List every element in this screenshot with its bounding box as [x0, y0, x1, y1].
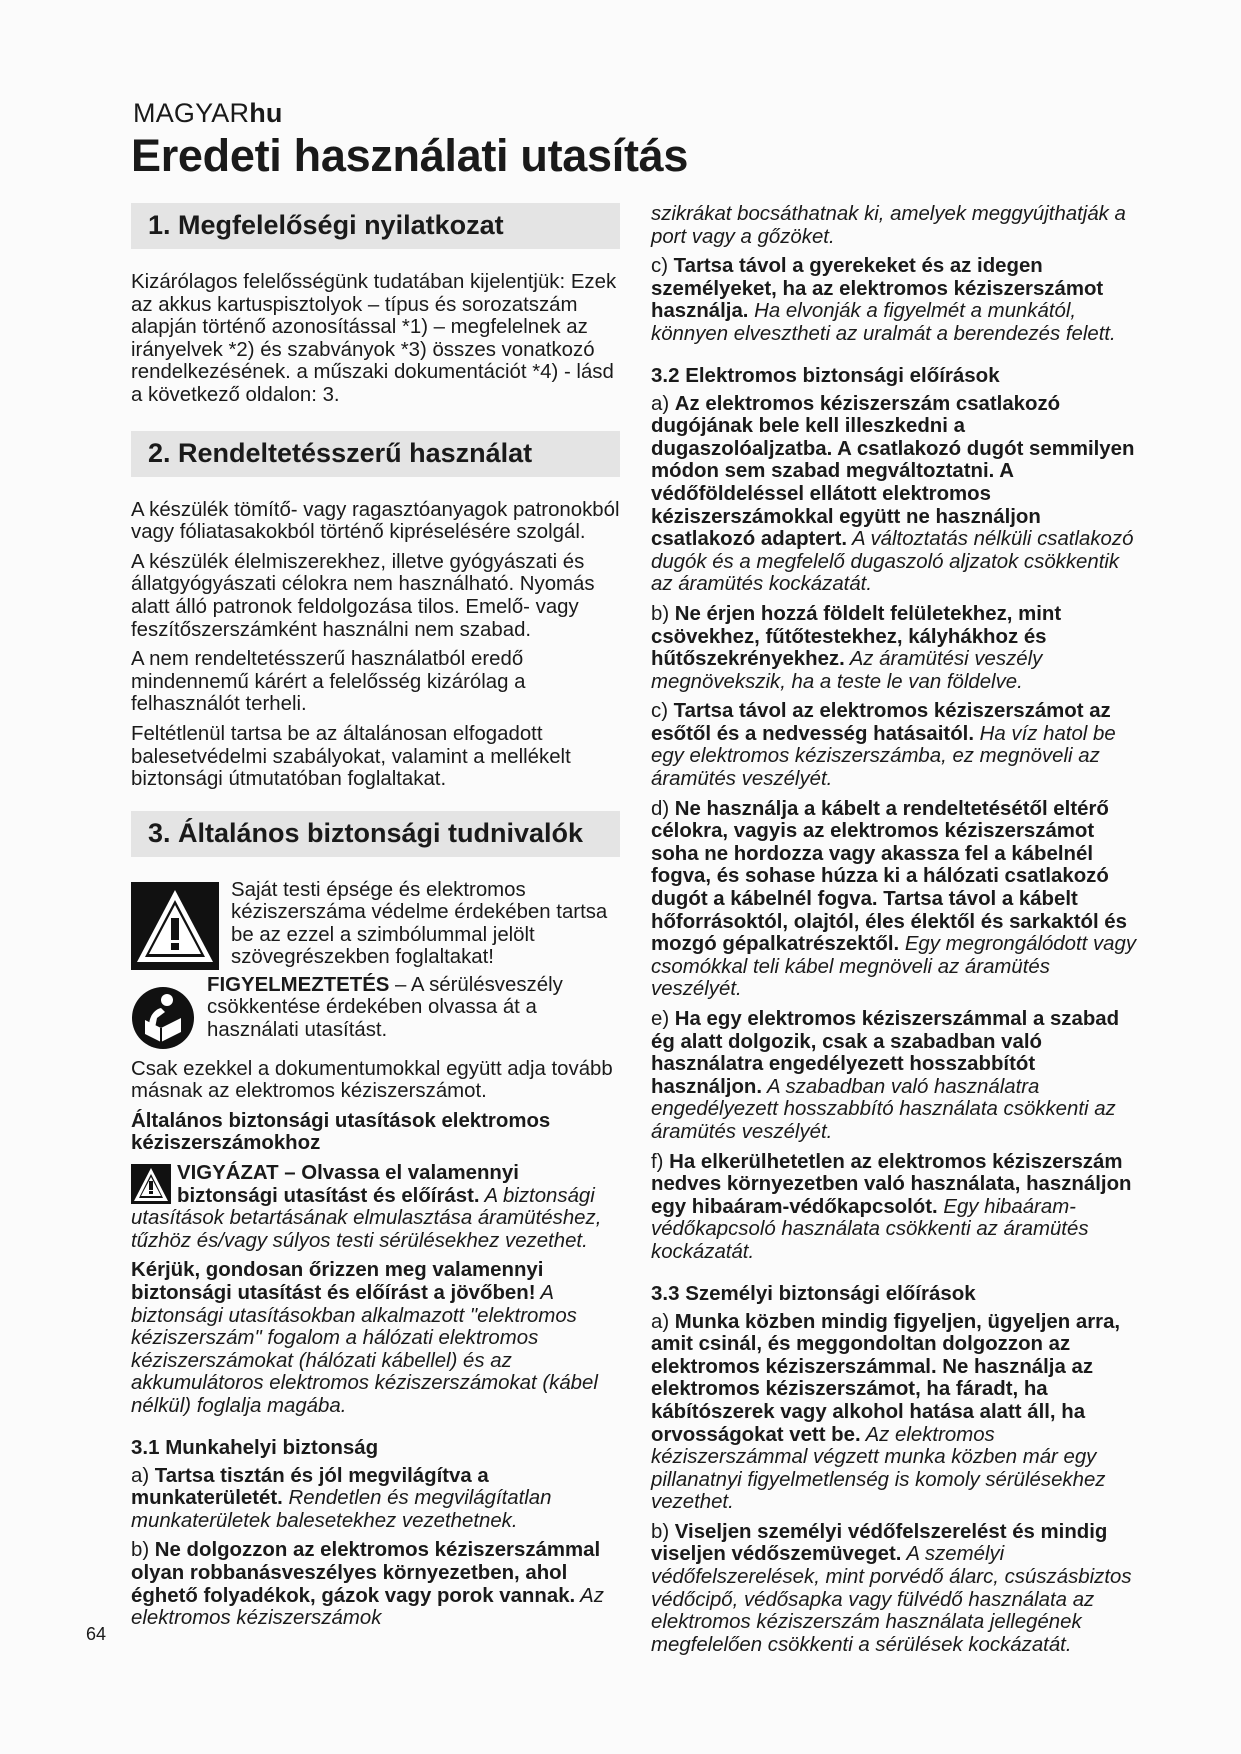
documents-text: Csak ezekkel a dokumentumokkal együtt adja tovább másnak az elektromos kéziszerszámot. [131, 1057, 613, 1103]
section-3-2-item-e: e) Ha egy elektromos kéziszerszámmal a szabad ég alatt dolgozik, csak a szabadban való használatra engedélyezett hosszabbítót használjon. A szabadban való használatra engedélyezett hosszabbító használata csökkenti az áramütés veszélyét. [651, 1008, 1120, 1143]
section-3-1-item-c: c) Tartsa távol a gyerekeket és az idegen személyeket, ha az elektromos kéziszerszámot használja. Ha elvonják a figyelmét a munkától, könnyen elvesztheti az uralmát a berendezés felett. [651, 255, 1116, 345]
section-3-1-item-b: b) Ne dolgozzon az elektromos kéziszerszámmal olyan robbanásveszélyes környezetben, ahol éghető folyadékok, gázok vagy porok vannak. Az elektromos kéziszerszámok [131, 1539, 604, 1630]
read-manual-rest: – A sérülésveszély csökkentése érdekében olvassa át a használati utasítást. [207, 973, 563, 1041]
section-3-2-item-b: b) Ne érjen hozzá földelt felületekhez, mint csövekhez, fűtőtestekhez, kályhákhoz és hűtőszekrényekhez. Az áramütési veszély megnövekszik, ha a teste le van földelve. [651, 602, 1062, 693]
section-3-1-item-b-continued: szikrákat bocsáthatnak ki, amelyek meggyújthatják a port vagy a gőzöket. [651, 203, 1126, 248]
keep-instructions-italic: A biztonsági utasításokban alkalmazott "elektromos kéziszerszám" fogalom a hálózati elektromos kéziszerszámokat (hálózati kábellel) és az akkumulátoros elektromos kéziszerszámokat (kábel nélkül) foglalja magába. [131, 1282, 598, 1417]
warning-notice [131, 879, 620, 970]
keep-instructions-bold: Kérjük, gondosan őrizzen meg valamennyi biztonsági utasítást és előírást a jövőben! [131, 1259, 544, 1305]
left-column [131, 200, 620, 1637]
caution-italic: A biztonsági utasítások betartásának elmulasztása áramütéshez, tűzhöz és/vagy súlyos testi sérülésekhez vezethet. [131, 1184, 602, 1252]
section-1-header: 1. Megfelelőségi nyilatkozat [131, 203, 620, 249]
warning-triangle-icon [131, 882, 219, 970]
read-manual-text [207, 974, 620, 1052]
page-title: Eredeti használati utasítás [131, 130, 689, 181]
section-3-2-item-a: a) Az elektromos kéziszerszám csatlakozó dugójának bele kell illeszkedni a dugaszolóaljzatba. A csatlakozó dugót semmilyen módon sem szabad megváltoztatni. A védőföldeléssel ellátott elektromos kéziszerszámokkal együtt ne használjon csatlakozó adaptert. A változtatás nélküli csatlakozó dugók és a megfelelő dugaszoló aljzatok csökkentik az áramütés kockázatát. [651, 392, 1135, 596]
language-header [133, 98, 283, 129]
section-3-header: 3. Általános biztonsági tudnivalók [131, 811, 620, 857]
section-2-paragraph: Feltétlenül tartsa be az általánosan elfogadott balesetvédelmi szabályokat, valamint a mellékelt biztonsági útmutatóban foglaltakat. [131, 722, 571, 791]
section-3-2-item-f: f) Ha elkerülhetetlen az elektromos kéziszerszám nedves környezetben való használata, használjon egy hibaáram-védőkapcsolót. Egy hibaáram-védőkapcsoló használata csökkenti az áramütés kockázatát. [651, 1150, 1132, 1263]
caution-bold: VIGYÁZAT – Olvassa el valamennyi biztonsági utasítást és előírást. [177, 1162, 519, 1207]
section-2-paragraph: A készülék élelmiszerekhez, illetve gyógyászati és állatgyógyászati célokra nem használható. Nyomás alatt álló patronok feldolgozása tilos. Emelő- vagy feszítőszerszámként használni nem szabad. [131, 550, 595, 641]
section-3-1-item-b-italic-start: Az elektromos kéziszerszámok [131, 1584, 604, 1630]
right-column [651, 203, 1143, 1663]
general-safety-heading [131, 1110, 620, 1155]
page-number: 64 [86, 1624, 107, 1644]
section-3-1-heading: 3.1 Munkahelyi biztonság [131, 1435, 379, 1459]
section-2-paragraph: A nem rendeltetésszerű használatból eredő mindennemű kárért a felelősség kizárólag a felhasználót terheli. [131, 648, 526, 716]
warning-text: Saját testi épsége és elektromos kéziszerszáma védelme érdekében tartsa be az ezzel a szimbólummal jelölt szövegrészekben foglaltakat! [231, 878, 608, 969]
general-safety-heading-text: Általános biztonsági utasítások elektromos kéziszerszámokhoz [131, 1109, 551, 1155]
section-3-3-item-b: b) Viseljen személyi védőfelszerelést és mindig viseljen védőszemüveget. A személyi védőfelszerelések, mint porvédő álarc, csúszásbiztos védőcipő, védősapka vagy fülvédő használata az elektromos kéziszerszám használata jellegének megfelelően csökkenti a sérülések kockázatát. [651, 1520, 1132, 1656]
language-name: MAGYAR [133, 98, 250, 128]
section-3-2-heading: 3.2 Elektromos biztonsági előírások [651, 363, 1000, 387]
section-3-2-item-c: c) Tartsa távol az elektromos kéziszerszámot az esőtől és a nedvesség hatásaitól. Ha víz hatol be egy elektromos kéziszerszámba, ez megnöveli az áramütés veszélyét. [651, 700, 1116, 791]
section-2-paragraph: A készülék tömítő- vagy ragasztóanyagok patronokból vagy fóliatasakokból történő kipréselésére szolgál. [131, 498, 620, 544]
section-2-header: 2. Rendeltetésszerű használat [131, 431, 620, 477]
section-3-3-item-a: a) Munka közben mindig figyeljen, ügyeljen arra, amit csinál, és meggondoltan dolgozzon az elektromos kéziszerszámmal. Ne használja az elektromos kéziszerszámot, ha fáradt, ha kábítószerek vagy alkohol hatása alatt áll, ha orvosságokat vett be. Az elektromos kéziszerszámmal végzett munka közben már egy pillanatnyi figyelmetlenség is komoly sérülésekhez vezethet. [651, 1310, 1121, 1514]
section-3-1-item-a: a) Tartsa tisztán és jól megvilágítva a munkaterületét. Rendetlen és megvilágítatlan munkaterületek balesetekhez vezethetnek. [131, 1464, 552, 1532]
read-manual-icon [131, 986, 195, 1052]
language-code: hu [249, 98, 283, 128]
read-manual-notice [131, 974, 620, 1052]
caution-triangle-icon [131, 1164, 171, 1204]
keep-instructions-paragraph [131, 1259, 620, 1417]
section-1-text: Kizárólagos felelősségünk tudatában kijelentjük: Ezek az akkus kartuspisztolyok – típus és sorozatszám alapján történő azonosítással *1) – megfelelnek az irányelvek *2) és szabványok *3) összes vonatkozó rendelkezésének. a műszaki dokumentációt *4) - lásd a következő oldalon: 3. [131, 271, 617, 406]
section-3-3-heading: 3.3 Személyi biztonsági előírások [651, 1281, 976, 1305]
read-manual-bold: FIGYELMEZTETÉS [207, 973, 390, 996]
section-3-2-item-d: d) Ne használja a kábelt a rendeltetésétől eltérő célokra, vagyis az elektromos kéziszerszámot soha ne hordozza vagy akassza fel a kábelnél fogva, és sohase húzza ki a hálózati csatlakozó dugót a kábelnél fogva. Tartsa távol a kábelt hőforrásoktól, olajtól, éles élektől és sarkaktól és mozgó gépalkatrészektől. Egy megrongálódott vagy csomókkal teli kábel megnöveli az áramütés veszélyét. [651, 797, 1137, 1001]
caution-paragraph [131, 1162, 620, 1252]
